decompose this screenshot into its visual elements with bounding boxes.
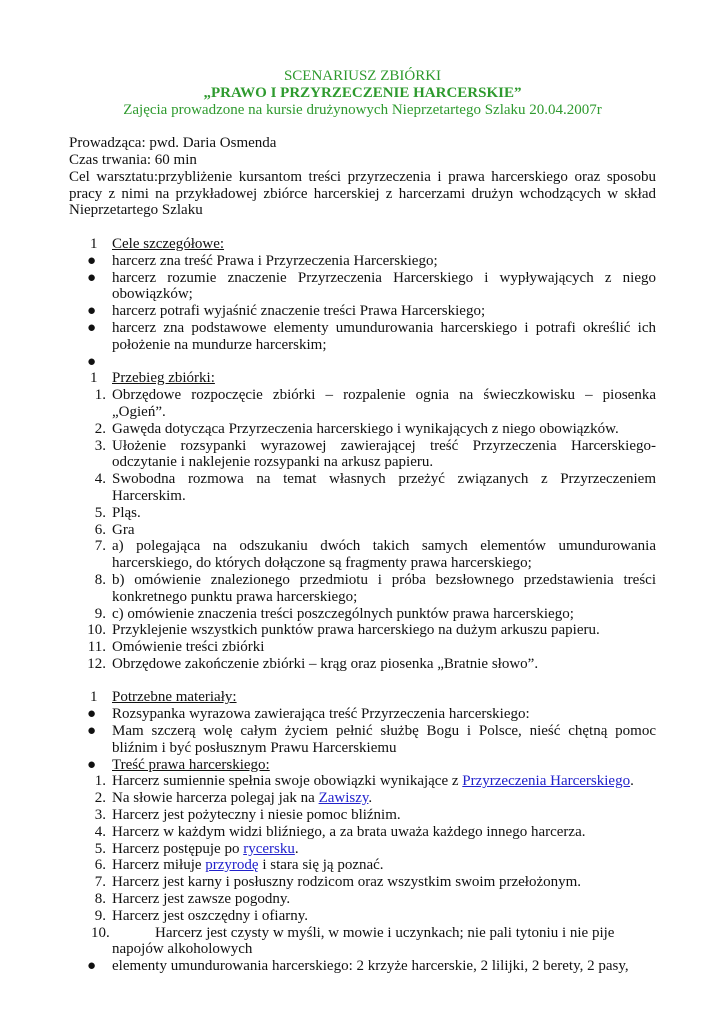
doc-title: SCENARIUSZ ZBIÓRKI bbox=[283, 68, 442, 84]
doc-course-line: Zajęcia prowadzone na kursie drużynowych Nieprzetartego Szlaku 20.04.2007r bbox=[123, 101, 602, 118]
law-item: 1. Harcerz sumiennie spełnia swoje obowiązki wynikające z Przyrzeczenia Harcerskiego. bbox=[94, 773, 634, 790]
law-link[interactable]: rycersku bbox=[243, 840, 295, 857]
law-item: 9. Harcerz jest oszczędny i ofiarny. bbox=[94, 907, 309, 924]
law-link[interactable]: przyrodę bbox=[205, 857, 259, 874]
list-item: 11. Omówienie treści zbiórki bbox=[87, 639, 265, 656]
list-item: 12. Obrzędowe zakończenie zbiórki – krąg oraz piosenka „Bratnie słowo”. bbox=[87, 655, 539, 672]
law-item: 4. Harcerz w każdym widzi bliźniego, a za brata uważa każdego innego harcerza. bbox=[94, 823, 586, 840]
list-item: 6. Gra bbox=[94, 521, 135, 538]
list-item: 7. a) polegająca na odszukaniu dwóch takich samych elementów umundurowania harcerskiego, do których dołączone są fragmenty prawa harcerskiego; bbox=[94, 538, 656, 572]
law-item: 5. Harcerz postępuje po rycersku. bbox=[94, 840, 299, 857]
law-link[interactable]: Zawiszy bbox=[318, 790, 369, 807]
bullet-icon: ● bbox=[87, 723, 97, 740]
list-item: ● harcerz potrafi wyjaśnić znaczenie treści Prawa Harcerskiego; bbox=[69, 303, 656, 320]
list-item: ● elementy umundurowania harcerskiego: 2 krzyże harcerskie, 2 lilijki, 2 berety, 2 pasy, bbox=[69, 958, 656, 975]
bullet-icon: ● bbox=[87, 269, 97, 286]
leader: Prowadząca: pwd. Daria Osmenda bbox=[69, 135, 277, 152]
section-heading: Przebieg zbiórki: bbox=[112, 370, 215, 387]
list-item: ● Mam szczerą wolę całym życiem pełnić służbę Bogu i Polsce, nieść chętną pomoc bliźnim i być posłusznym Prawu Harcerskiemu bbox=[69, 723, 656, 757]
list-item: 3. Ułożenie rozsypanki wyrazowej zawierającej treść Przyrzeczenia Harcerskiego- odczytanie i naklejenie rozsypanki na arkusz papieru. bbox=[94, 437, 656, 471]
list-item: 2. Gawęda dotycząca Przyrzeczenia harcerskiego i wynikających z niego obowiązków. bbox=[94, 420, 619, 437]
list-item: 5. Pląs. bbox=[94, 504, 141, 521]
duration: Czas trwania: 60 min bbox=[69, 151, 197, 168]
section-plan-heading: 1 Przebieg zbiórki: bbox=[69, 370, 656, 387]
section-heading: Potrzebne materiały: bbox=[112, 689, 237, 706]
law-item: 3. Harcerz jest pożyteczny i niesie pomoc bliźnim. bbox=[94, 807, 401, 824]
law-item: 8. Harcerz jest zawsze pogodny. bbox=[94, 891, 291, 908]
list-item bbox=[69, 354, 656, 371]
list-item: 1. Obrzędowe rozpoczęcie zbiórki – rozpalenie ognia na świeczkowisku – piosenka „Ogień”. bbox=[94, 387, 656, 420]
bullet-icon: ● bbox=[87, 756, 97, 773]
doc-subtitle: „PRAWO I PRZYRZECZENIE HARCERSKIE” bbox=[203, 84, 522, 101]
document-page: SCENARIUSZ ZBIÓRKI „PRAWO I PRZYRZECZENIE HARCERSKIE” Zajęcia prowadzone na kursie drużynowych Nieprzetartego Szlaku 20.04.2007r Prowadząca: pwd. Daria Osmenda Czas trwania: 60 min Cel warsztatu:przybliżenie kursantom treści przyrzeczenia i prawa harcerskiego oraz sposobu pracy z nimi na przykładowej zbiórce harcerskiej z harcerzami drużyn wchodzących w skład Nieprzetartego Szlaku 1 Cele szczegółowe: ● harcerz zna treść Prawa i Przyrzeczenia Harcerskiego; ● harcerz rozumie znaczenie Przyrzeczenia Harcerskiego i wypływających z niego obowiązków; ● harcerz potrafi wyjaśnić znaczenie treści Prawa Harcerskiego; ● harcerz zna podstawowe elementy umundurowania harcerskiego i potrafi określić ich położenie na mundurze harcerskim; ● 1 Przebieg zbiórki: 1. Obrzędowe rozpoczęcie zbiórki – rozpalenie ognia na świeczkowisku – piosenka „Ogień”. 2. Gawęda dotycząca Przyrzeczenia harcerskiego i wynikających z niego obowiązków. 3. Ułożenie rozsypanki wyrazowej zawierającej treść Przyrzeczenia Harcerskiego- odczytanie i naklejenie rozsypanki na arkusz papieru. 4. Swobodna rozmowa na temat własnych przeżyć związanych z Przyrzeczeniem Harcerskim. 5. Pląs. 6. Gra 7. a) polegająca na odszukaniu dwóch takich samych elementów umundurowania harcerskiego, do których dołączone są fragmenty prawa harcerskiego; 8. b) omówienie znalezionego przedmiotu i próba bezsłownego przedstawienia treści konkretnego punktu prawa harcerskiego; 9. c) omówienie znaczenia treści poszczególnych punktów prawa harcerskiego; 10. Przyklejenie wszystkich punktów prawa harcerskiego na dużym arkuszu papieru. 11. Omówienie treści zbiórki 12. Obrzędowe zakończenie zbiórki – krąg oraz piosenka „Bratnie słowo”. 1 Potrzebne materiały: ● Rozsypanka wyrazowa zawierająca treść Przyrzeczenia harcerskiego: ● Mam szczerą wolę całym życiem pełnić służbę Bogu i Polsce, nieść chętną pomoc bliźnim i być posłusznym Prawu Harcerskiemu ● Treść prawa harcerskiego: 1. Harcerz sumiennie spełnia swoje obowiązki wynikające z Przyrzeczenia Harcerskiego. 2. Na słowie harcerza polegaj jak na Zawiszy. 3. Harcerz jest pożyteczny i niesie pomoc bliźnim. 4. Harcerz w każdym widzi bliźniego, a za brata uważa każdego innego harcerza. 5. Harcerz postępuje po rycersku. 6. Harcerz miłuje przyrodę i stara się ją poznać. 7. Harcerz jest karny i posłuszny rodzicom oraz wszystkim swoim przełożonym. 8. Harcerz jest zawsze pogodny. 9. Harcerz jest oszczędny i ofiarny. 10. Harcerz jest czysty w myśli, w mowie i uczynkach; nie pali tytoniu i nie pije napojów alkoholowych ● elementy umundurowania harcerskiego: 2 krzyże harcerskie, 2 lilijki, 2 berety, 2 pasy, bbox=[69, 68, 656, 975]
law-link[interactable]: Przyrzeczenia Harcerskiego bbox=[462, 773, 631, 790]
list-item: ● harcerz rozumie znaczenie Przyrzeczenia Harcerskiego i wypływających z niego obowiązków; bbox=[69, 270, 656, 304]
list-item: 8. b) omówienie znalezionego przedmiotu i próba bezsłownego przedstawienia treści konkretnego punktu prawa harcerskiego; bbox=[94, 571, 656, 605]
bullet-icon: ● bbox=[87, 303, 97, 320]
list-item: ● harcerz zna podstawowe elementy umundurowania harcerskiego i potrafi określić ich położenie na mundurze harcerskim; bbox=[69, 320, 656, 354]
section-heading: Cele szczegółowe: bbox=[112, 235, 225, 252]
list-item: ● harcerz zna treść Prawa i Przyrzeczenia Harcerskiego; bbox=[69, 253, 656, 270]
list-item: ● Rozsypanka wyrazowa zawierająca treść Przyrzeczenia harcerskiego: bbox=[69, 706, 656, 723]
list-item: 4. Swobodna rozmowa na temat własnych przeżyć związanych z Przyrzeczeniem Harcerskim. bbox=[94, 471, 656, 504]
bullet-icon: ● bbox=[87, 958, 97, 975]
goal: Cel warsztatu:przybliżenie kursantom treści przyrzeczenia i prawa harcerskiego oraz sposobu pracy z nimi na przykładowej zbiórce harcerskiej z harcerzami drużyn wchodzących w skład Nieprzetartego Szlaku bbox=[69, 168, 656, 219]
section-materials-heading: 1 Potrzebne materiały: bbox=[69, 689, 656, 706]
bullet-icon: ● bbox=[87, 706, 97, 723]
bullet-icon: ● bbox=[87, 353, 97, 370]
bullet-icon: ● bbox=[87, 319, 97, 336]
section-goals-heading: 1 Cele szczegółowe: bbox=[69, 236, 656, 253]
bullet-icon: ● bbox=[87, 252, 97, 269]
law-item: 7. Harcerz jest karny i posłuszny rodzicom oraz wszystkim swoim przełożonym. bbox=[94, 874, 582, 891]
list-item: 9. c) omówienie znaczenia treści poszczególnych punktów prawa harcerskiego; bbox=[94, 605, 574, 622]
law-item-10: 10. Harcerz jest czysty w myśli, w mowie i uczynkach; nie pali tytoniu i nie pije bbox=[91, 924, 615, 941]
list-item: 10. Przyklejenie wszystkich punktów prawa harcerskiego na dużym arkuszu papieru. bbox=[87, 622, 600, 639]
law-item: 2. Na słowie harcerza polegaj jak na Zawiszy. bbox=[94, 790, 373, 807]
law-item: 6. Harcerz miłuje przyrodę i stara się ją poznać. bbox=[94, 857, 384, 874]
list-item: ● Treść prawa harcerskiego: bbox=[69, 757, 656, 774]
